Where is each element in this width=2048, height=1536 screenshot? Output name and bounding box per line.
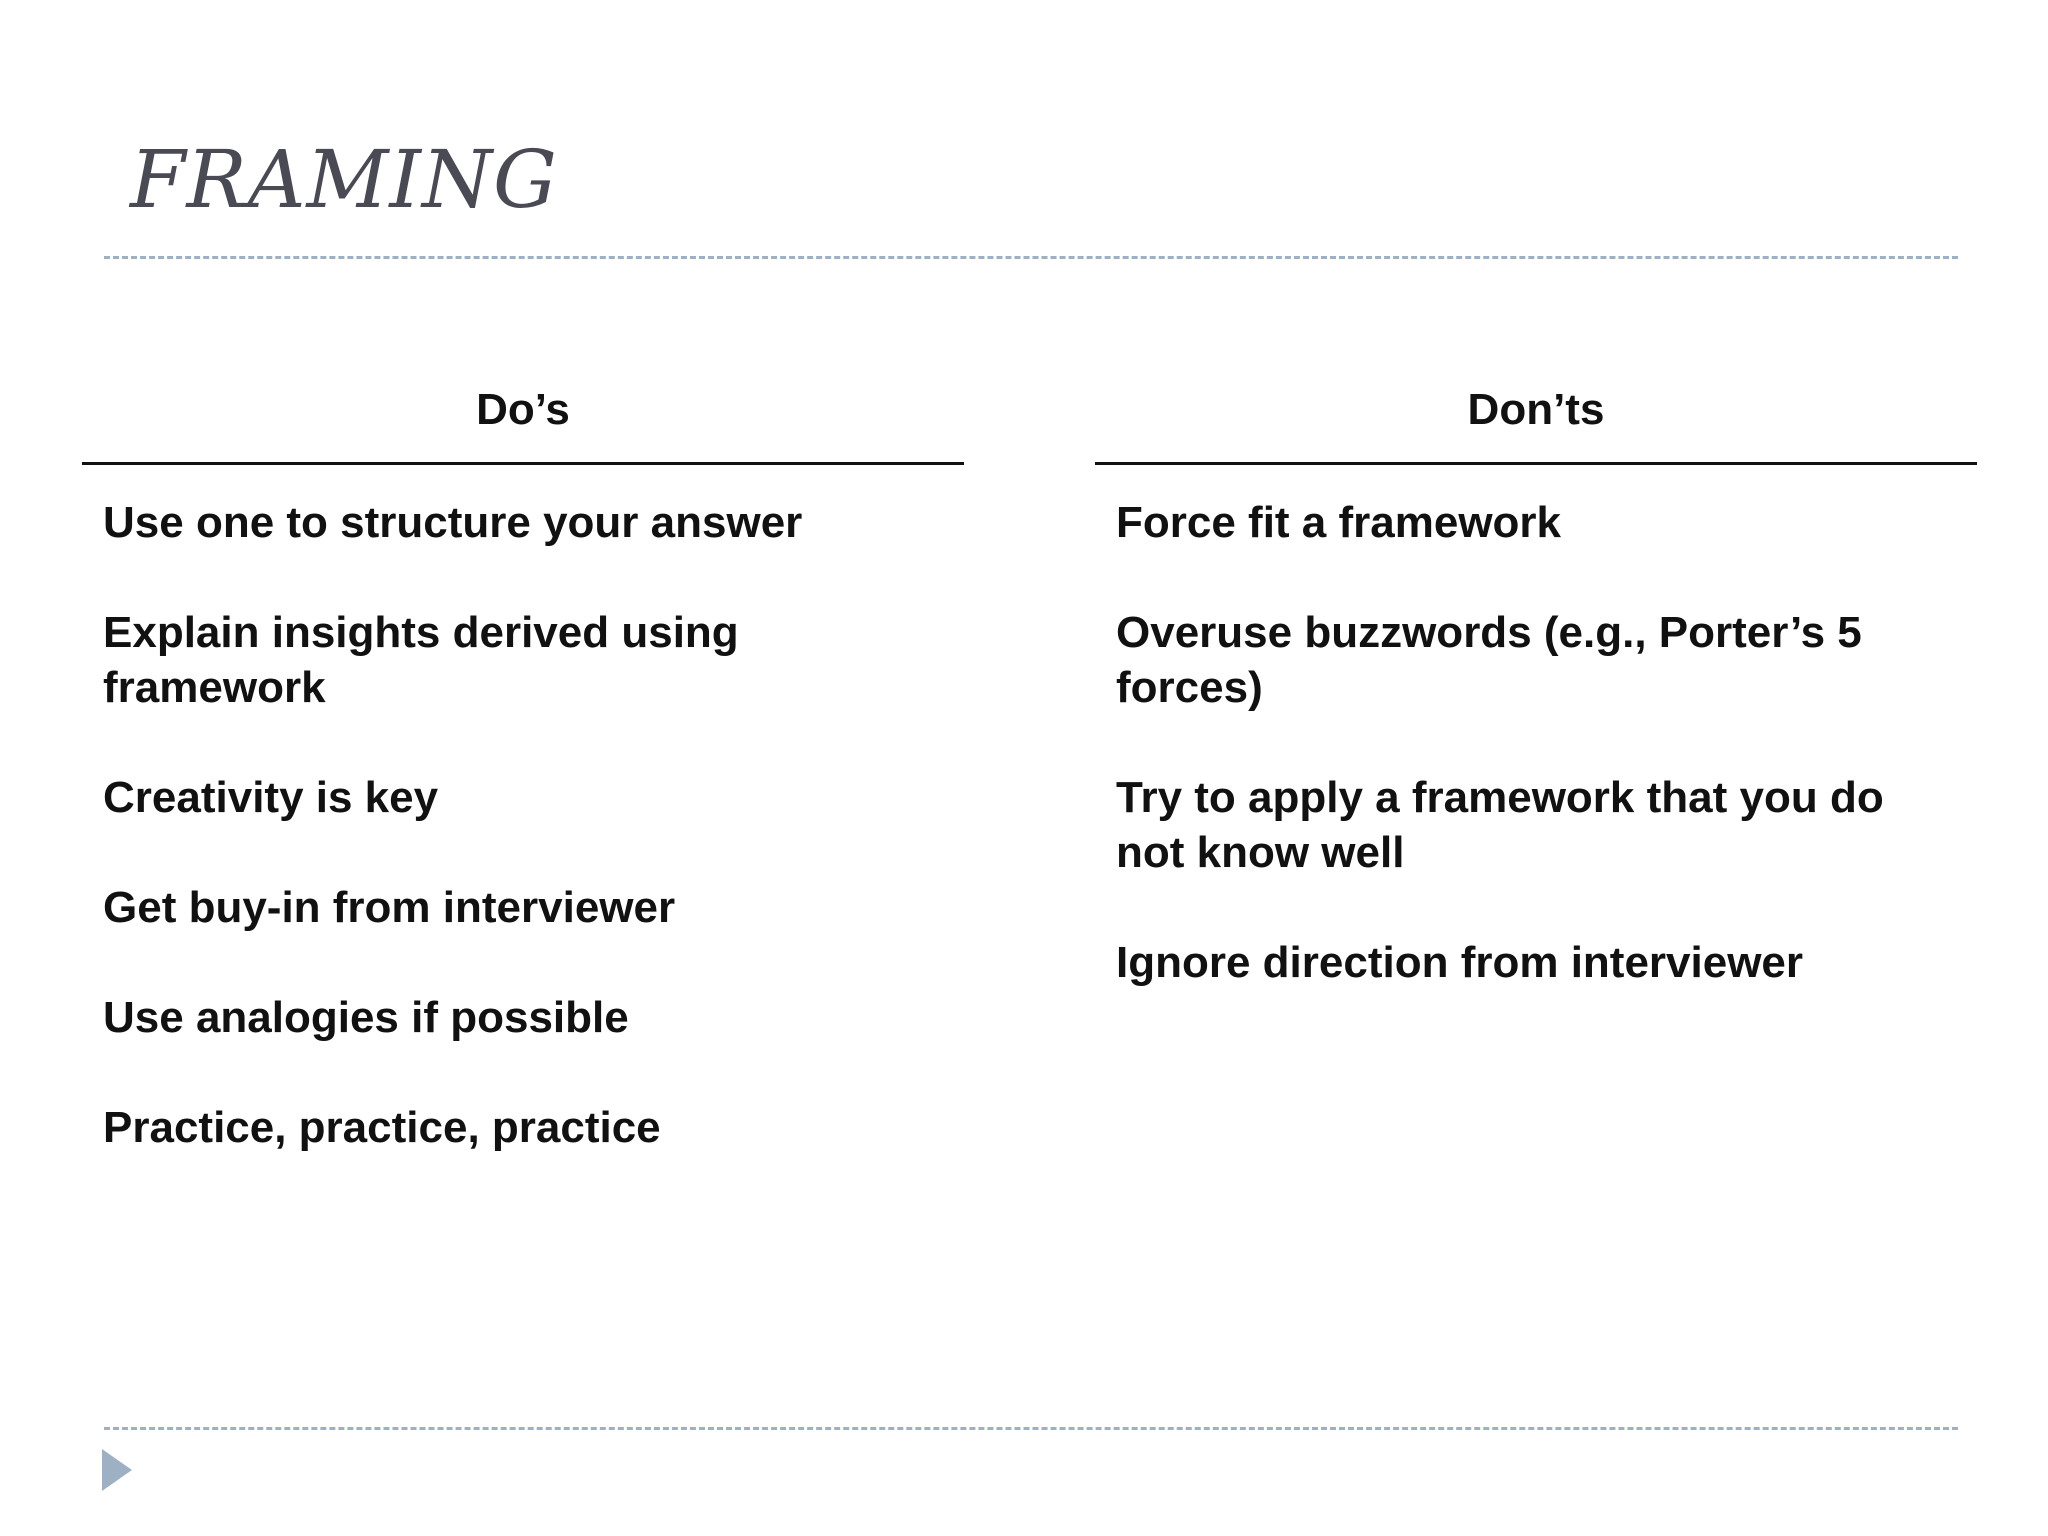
dos-item: Explain insights derived using framework [103,608,739,712]
donts-item: Force fit a framework [1116,498,1562,547]
donts-list [1095,495,1977,990]
dos-list [82,495,964,1155]
dos-item: Practice, practice, practice [103,1103,661,1152]
donts-item: Try to apply a framework that you do not know well [1116,773,1884,877]
triangle-right-icon [102,1449,132,1491]
slide-title: FRAMING [130,133,558,226]
top-dashed-divider [104,256,1958,259]
dos-item: Use analogies if possible [103,993,629,1042]
dos-item: Creativity is key [103,773,439,822]
bottom-dashed-divider [104,1427,1958,1430]
donts-item: Ignore direction from interviewer [1116,938,1804,987]
dos-item: Get buy-in from interviewer [103,883,676,932]
donts-item: Overuse buzzwords (e.g., Porter’s 5 forces) [1116,608,1862,712]
dos-item: Use one to structure your answer [103,498,803,547]
dos-header: Do’s [82,382,964,465]
donts-header: Don’ts [1095,382,1977,465]
donts-column [1095,382,1977,990]
dos-column [82,382,964,1155]
